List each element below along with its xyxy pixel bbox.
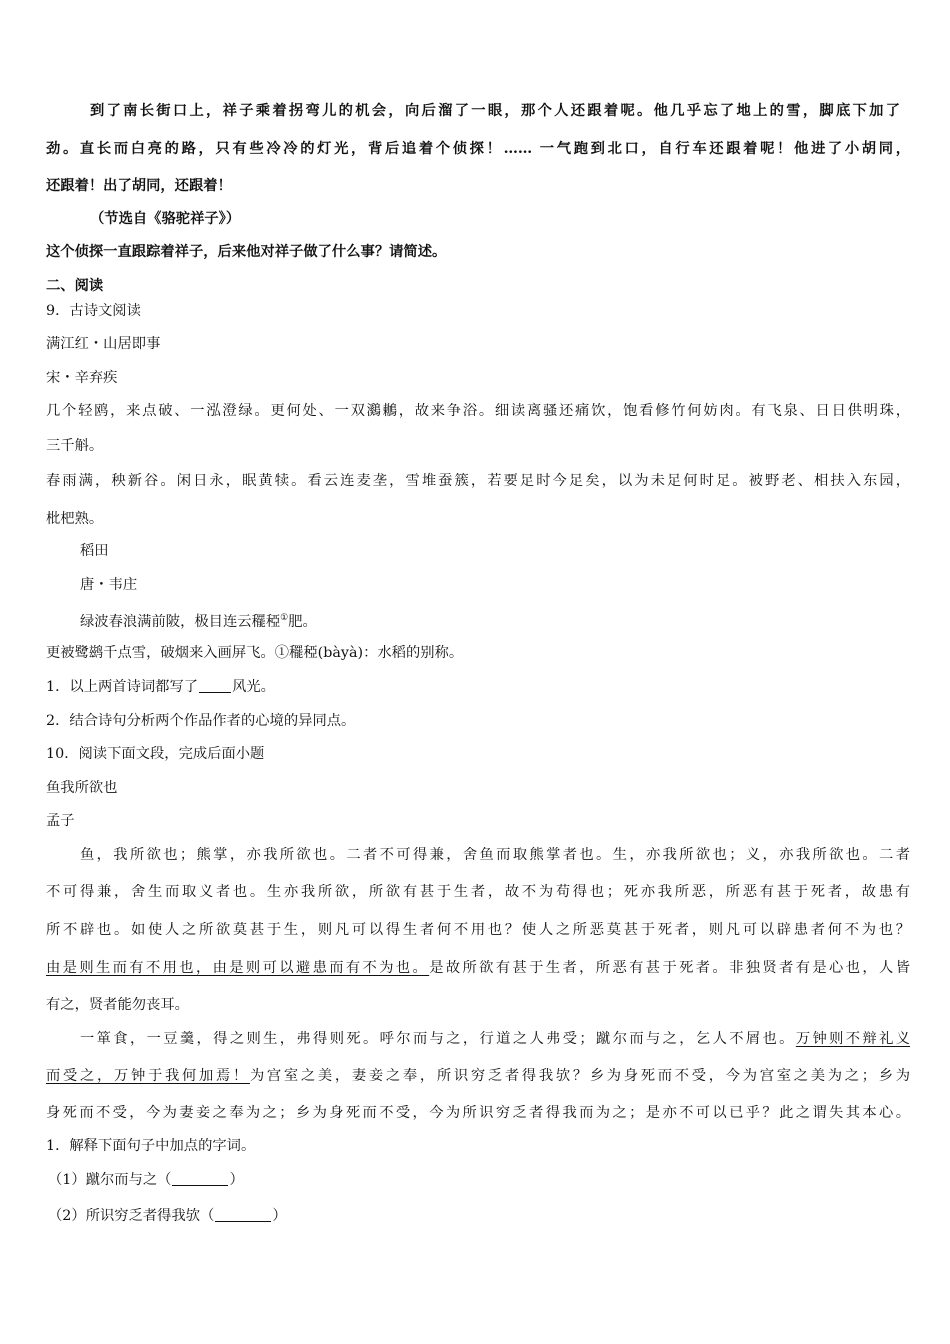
poem1-line: 枇杷熟。	[46, 511, 104, 527]
item-text: ）	[272, 1208, 287, 1224]
section-heading: 二、阅读	[46, 278, 104, 294]
poem2-title: 稻田	[80, 543, 109, 559]
passage-text: 一箪食，一豆羹，得之则生，弗得则死。呼尔而与之，行道之人弗受；蹴尔而与之，乞人不屑也。	[80, 1031, 796, 1047]
question-10-item-1	[48, 1170, 244, 1190]
poem1-line: 三千斛。	[46, 438, 104, 454]
passage-title: 鱼我所欲也	[46, 780, 118, 796]
excerpt-line: 还跟着！出了胡同，还跟着！	[46, 178, 232, 194]
question-9-sub2: 2．结合诗句分析两个作品作者的心境的异同点。	[46, 713, 356, 729]
question-10-heading: 10．阅读下面文段，完成后面小题	[46, 746, 265, 762]
sub1-text: 1．以上两首诗词都写了	[46, 679, 199, 695]
poem2-line	[80, 608, 317, 632]
question-9-sub1	[46, 677, 275, 697]
answer-blank[interactable]	[199, 678, 231, 693]
poem2-line-char: 稏	[265, 613, 281, 630]
item-text: （2）所识穷乏者得我欤（	[48, 1208, 215, 1224]
passage-line: 有之，贤者能勿丧耳。	[46, 997, 189, 1013]
poem1-author: 宋・辛弃疾	[46, 370, 118, 386]
passage-line	[80, 1029, 910, 1049]
underlined-sentence: 万钟则不辩礼义	[795, 1031, 911, 1047]
sub1-text: 风光。	[232, 679, 275, 695]
passage-line: 身死而不受，今为妻妾之奉为之；乡为身死而不受，今为所识穷乏者得我而为之；是亦不可以已乎？此之谓失其本心。	[46, 1105, 910, 1121]
passage-text: 为宫室之美，妻妾之奉，所识穷乏者得我欤？乡为身死而不受，今为宫室之美为之；乡为	[249, 1068, 911, 1084]
question-10-item-2	[48, 1206, 287, 1226]
excerpt-question: 这个侦探一直跟踪着祥子，后来他对祥子做了什么事？请简述。	[46, 244, 447, 260]
passage-line: 所不辟也。如使人之所欲莫甚于生，则凡可以得生者何不用也？使人之所恶莫甚于死者，则凡可以辟患者何不为也？	[46, 922, 910, 938]
item-text: （1）蹴尔而与之（	[48, 1172, 172, 1188]
poem2-author: 唐・韦庄	[80, 577, 138, 593]
passage-author: 孟子	[46, 813, 75, 829]
answer-blank[interactable]	[172, 1171, 228, 1186]
passage-line: 鱼，我所欲也；熊掌，亦我所欲也。二者不可得兼，舍鱼而取熊掌者也。生，亦我所欲也；义，亦我所欲也。二者	[80, 847, 910, 863]
passage-line	[46, 958, 910, 978]
poem1-line: 几个轻鸥，来点破、一泓澄绿。更何处、一双鸂鶒，故来争浴。细读离骚还痛饮，饱看修竹何妨肉。有飞泉、日日供明珠，	[46, 403, 910, 419]
passage-line: 不可得兼，舍生而取义者也。生亦我所欲，所欲有甚于生者，故不为苟得也；死亦我所恶，所恶有甚于死者，故患有	[46, 884, 910, 900]
poem1-line: 春雨满，秧新谷。闲日永，眠黄犊。看云连麦垄，雪堆蚕簇，若要足时今足矣，以为未足何时足。被野老、相扶入东园，	[46, 473, 910, 489]
poem2-line-text: 肥。	[288, 613, 317, 630]
answer-blank[interactable]	[215, 1207, 271, 1222]
passage-line	[46, 1066, 910, 1086]
excerpt-line: 劲。直长而白亮的路，只有些冷冷的灯光，背后追着个侦探！…… 一气跑到北口，自行车还跟着呢！他进了小胡同，	[46, 141, 910, 157]
question-9-heading: 9．古诗文阅读	[46, 303, 141, 319]
poem2-line: 更被鹭鹚千点雪，破烟来入画屏飞。①䆉稏(bàyà)：水稻的别称。	[46, 645, 464, 661]
footnote-marker: ①	[280, 613, 289, 623]
poem2-line-text: 绿波春浪满前陂，极目连云䆉	[80, 613, 266, 630]
excerpt-line: 到了南长街口上，祥子乘着拐弯儿的机会，向后溜了一眼，那个人还跟着呢。他几乎忘了地上的雪，脚底下加了	[90, 103, 900, 119]
passage-text: 是故所欲有甚于生者，所恶有甚于死者。非独贤者有是心也，人皆	[429, 960, 911, 976]
underlined-sentence: 由是则生而有不用也，由是则可以避患而有不为也。	[46, 960, 430, 976]
excerpt-source: （节选自《骆驼祥子》）	[90, 211, 241, 227]
item-text: ）	[229, 1172, 244, 1188]
underlined-sentence: 而受之，万钟于我何加焉！	[46, 1068, 250, 1084]
poem1-title: 满江红・山居即事	[46, 336, 161, 352]
question-10-sub1: 1．解释下面句子中加点的字词。	[46, 1138, 256, 1154]
